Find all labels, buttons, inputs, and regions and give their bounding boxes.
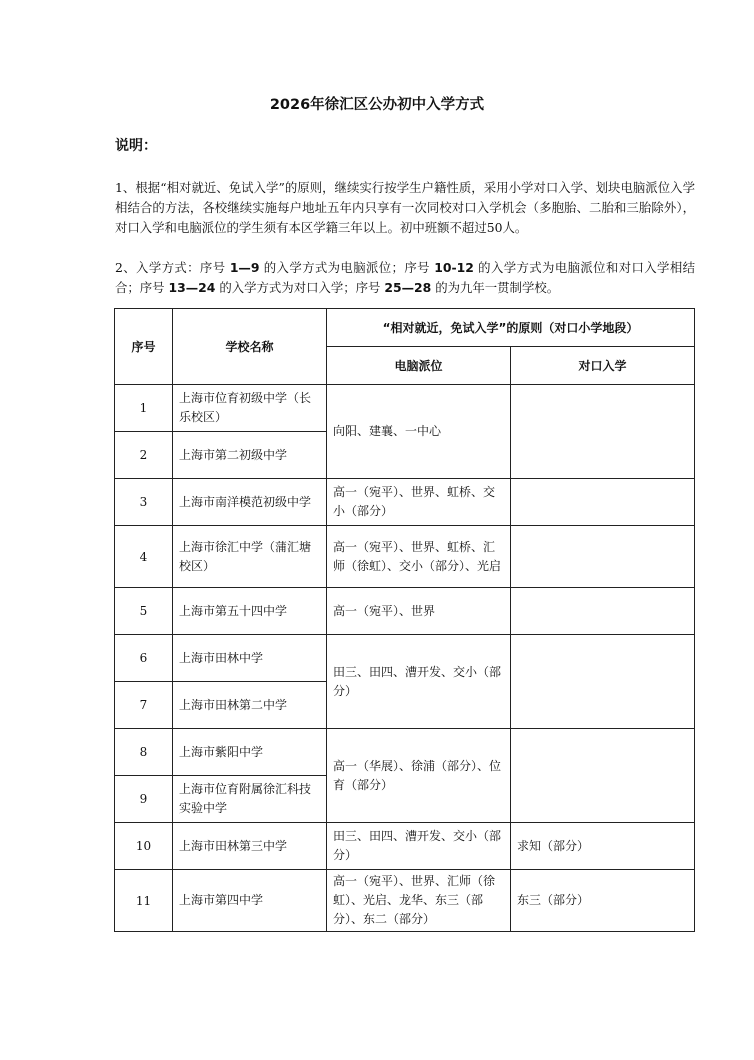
table-row bbox=[115, 588, 695, 635]
header-principle: “相对就近，免试入学”的原则（对口小学地段） bbox=[327, 309, 695, 347]
direct-zone bbox=[511, 385, 695, 479]
row-index: 7 bbox=[115, 682, 173, 729]
school-name: 上海市位育初级中学（长乐校区） bbox=[173, 385, 327, 432]
row-index: 1 bbox=[115, 385, 173, 432]
header-computer-allocation: 电脑派位 bbox=[327, 347, 511, 385]
computer-zone: 向阳、建襄、一中心 bbox=[327, 385, 511, 479]
school-name: 上海市位育附属徐汇科技实验中学 bbox=[173, 776, 327, 823]
table-row bbox=[115, 635, 695, 682]
header-school-name: 学校名称 bbox=[173, 309, 327, 385]
notes-heading: 说明： bbox=[115, 138, 157, 154]
row-index: 5 bbox=[115, 588, 173, 635]
direct-zone bbox=[511, 588, 695, 635]
direct-zone bbox=[511, 729, 695, 823]
school-name: 上海市第四中学 bbox=[173, 870, 327, 932]
note-text: 2、入学方式：序号 bbox=[115, 260, 230, 275]
document-title: 2026年徐汇区公办初中入学方式 bbox=[269, 97, 485, 113]
direct-zone bbox=[511, 635, 695, 729]
row-index: 3 bbox=[115, 479, 173, 526]
row-index: 8 bbox=[115, 729, 173, 776]
direct-zone bbox=[511, 479, 695, 526]
range-computer: 1—9 bbox=[229, 260, 260, 275]
computer-zone: 高一（宛平）、世界、虹桥、汇师（徐虹）、交小（部分）、光启 bbox=[327, 526, 511, 588]
computer-zone: 高一（华展）、徐浦（部分）、位育（部分） bbox=[327, 729, 511, 823]
note-text: 的入学方式为电脑派位和对口入学相结合；序号 bbox=[115, 260, 695, 295]
table-row bbox=[115, 526, 695, 588]
computer-zone: 高一（宛平）、世界、虹桥、交小（部分） bbox=[327, 479, 511, 526]
direct-zone: 东三（部分） bbox=[511, 870, 695, 932]
direct-zone: 求知（部分） bbox=[511, 823, 695, 870]
table-row bbox=[115, 823, 695, 870]
table-row bbox=[115, 729, 695, 776]
row-index: 10 bbox=[115, 823, 173, 870]
computer-zone: 高一（宛平）、世界 bbox=[327, 588, 511, 635]
row-index: 2 bbox=[115, 432, 173, 479]
school-name: 上海市田林第三中学 bbox=[173, 823, 327, 870]
computer-zone: 田三、田四、漕开发、交小（部分） bbox=[327, 823, 511, 870]
note-text: 的为九年一贯制学校。 bbox=[431, 280, 560, 295]
computer-zone: 高一（宛平）、世界、汇师（徐虹）、光启、龙华、东三（部分）、东二（部分） bbox=[327, 870, 511, 932]
header-direct-admission: 对口入学 bbox=[511, 347, 695, 385]
direct-zone bbox=[511, 526, 695, 588]
school-admission-table bbox=[114, 308, 695, 932]
row-index: 11 bbox=[115, 870, 173, 932]
school-name: 上海市第五十四中学 bbox=[173, 588, 327, 635]
note-text: 的入学方式为电脑派位；序号 bbox=[259, 260, 435, 275]
table-row bbox=[115, 479, 695, 526]
note-text: 的入学方式为对口入学；序号 bbox=[215, 280, 385, 295]
range-nine-year: 25—28 bbox=[384, 280, 432, 295]
range-direct: 13—24 bbox=[168, 280, 216, 295]
range-mixed: 10-12 bbox=[434, 260, 474, 275]
table-row bbox=[115, 870, 695, 932]
row-index: 6 bbox=[115, 635, 173, 682]
computer-zone: 田三、田四、漕开发、交小（部分） bbox=[327, 635, 511, 729]
school-name: 上海市紫阳中学 bbox=[173, 729, 327, 776]
row-index: 9 bbox=[115, 776, 173, 823]
school-name: 上海市田林中学 bbox=[173, 635, 327, 682]
school-name: 上海市田林第二中学 bbox=[173, 682, 327, 729]
school-name: 上海市徐汇中学（蒲汇塘校区） bbox=[173, 526, 327, 588]
school-name: 上海市南洋模范初级中学 bbox=[173, 479, 327, 526]
school-name: 上海市第二初级中学 bbox=[173, 432, 327, 479]
row-index: 4 bbox=[115, 526, 173, 588]
header-index: 序号 bbox=[115, 309, 173, 385]
table-row bbox=[115, 385, 695, 432]
note-paragraph-1: 1、根据“相对就近、免试入学”的原则，继续实行按学生户籍性质，采用小学对口入学、划块电脑派位入学相结合的方法，各校继续实施每户地址五年内只享有一次同校对口入学机会（多胞胎、二胎和三胎除外），对口入学和电脑派位的学生须有本区学籍三年以上。初中班额不超过50人。 bbox=[115, 180, 695, 235]
note-paragraph-2 bbox=[115, 258, 695, 298]
